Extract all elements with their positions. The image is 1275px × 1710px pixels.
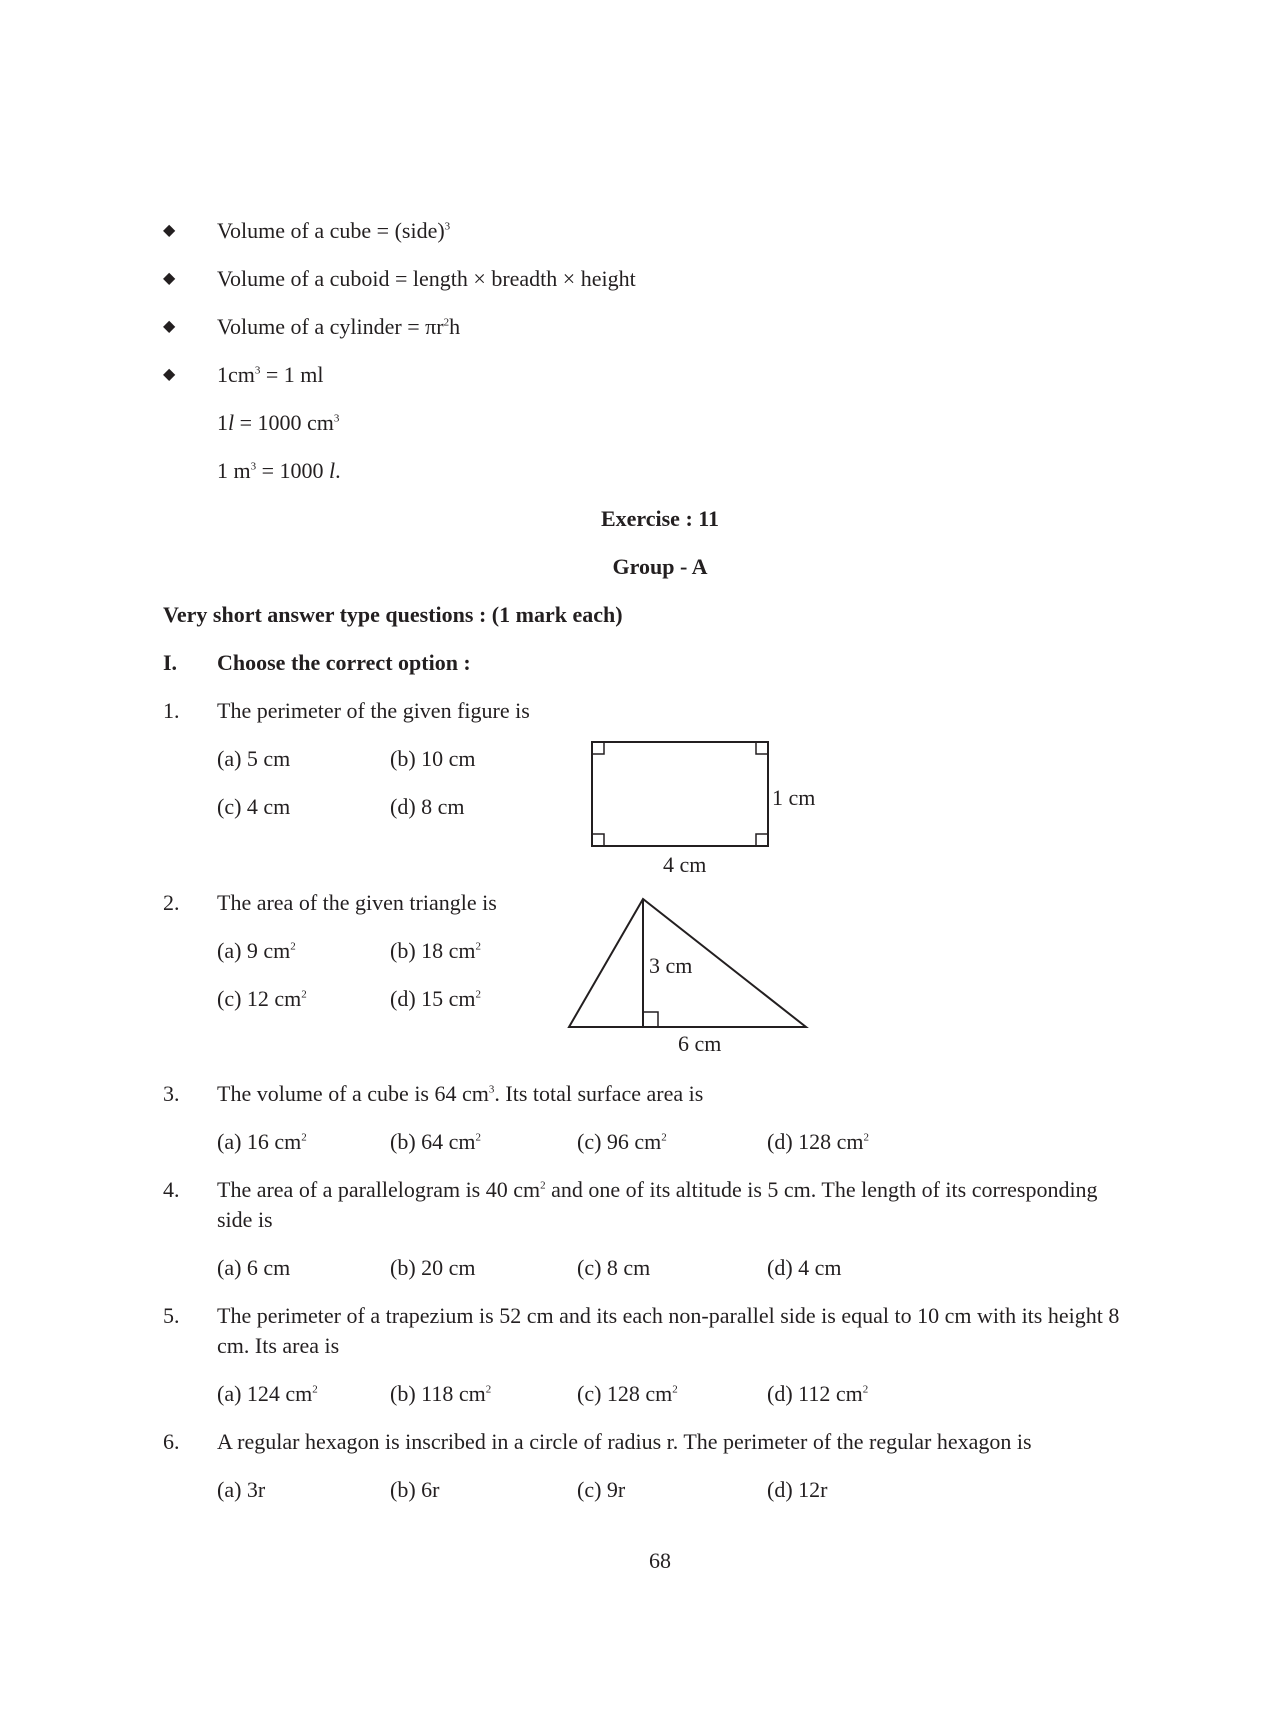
bullet-diamond-icon: ◆ xyxy=(163,366,176,383)
question-text: The perimeter of a trapezium is 52 cm and its each non-parallel side is equal to 10 cm with its height 8 xyxy=(217,1303,1120,1328)
formula-cuboid-volume: Volume of a cuboid = length × breadth × height xyxy=(217,266,636,291)
option-a: (a) 3r xyxy=(217,1477,266,1502)
question-number: 2. xyxy=(163,890,180,915)
question-number: 1. xyxy=(163,698,180,723)
option-a: (a) 5 cm xyxy=(217,746,291,771)
option-d: (d) 15 $cm^2$ xyxy=(390,986,482,1011)
exercise-title: Exercise : 11 xyxy=(600,506,720,531)
triangle-figure xyxy=(560,890,820,1060)
height-label: 3 cm xyxy=(649,953,693,978)
option-d: (d) 4 cm xyxy=(767,1255,842,1280)
option-a: (a) 124 $cm^2$ xyxy=(217,1381,318,1406)
formula-cylinder-volume: Volume of a cylinder = $\pi r^2h$ xyxy=(217,314,461,339)
question-text: The volume of a cube is 64 $cm^3$. Its total surface area is xyxy=(217,1081,704,1106)
rectangle-outline xyxy=(592,742,768,846)
question-text: A regular hexagon is inscribed in a circle of radius r. The perimeter of the regular hexagon is xyxy=(217,1429,1032,1454)
option-b: (b) 20 cm xyxy=(390,1255,476,1280)
right-angle-mark xyxy=(643,1012,658,1027)
right-angle-mark xyxy=(756,834,768,846)
question-text: The area of a parallelogram is 40 $cm^2$ and one of its altitude is 5 cm. The length of its corresponding xyxy=(217,1177,1098,1202)
question-number: 6. xyxy=(163,1429,180,1454)
group-title: Group - A xyxy=(612,554,708,579)
question-number: 3. xyxy=(163,1081,180,1106)
option-d: (d) 12r xyxy=(767,1477,828,1502)
option-a: (a) 6 cm xyxy=(217,1255,291,1280)
question-text-continued: cm. Its area is xyxy=(217,1333,340,1358)
base-length-label: 4 cm xyxy=(663,852,707,877)
option-c: (c) 9r xyxy=(577,1477,626,1502)
right-angle-mark xyxy=(592,834,604,846)
option-a: (a) 16 $cm^2$ xyxy=(217,1129,307,1154)
bullet-diamond-icon: ◆ xyxy=(163,222,176,239)
question-text: The perimeter of the given figure is xyxy=(217,698,530,723)
question-text: The area of the given triangle is xyxy=(217,890,497,915)
part-title: Choose the correct option : xyxy=(217,650,471,675)
page-number: 68 xyxy=(649,1548,671,1573)
option-c: (c) 8 cm xyxy=(577,1255,651,1280)
option-c: (c) 12 $cm^2$ xyxy=(217,986,307,1011)
question-number: 4. xyxy=(163,1177,180,1202)
question-text-continued: side is xyxy=(217,1207,273,1232)
option-c: (c) 96 $cm^2$ xyxy=(577,1129,667,1154)
option-c: (c) 4 cm xyxy=(217,794,291,819)
option-b: (b) 10 cm xyxy=(390,746,476,771)
option-d: (d) 8 cm xyxy=(390,794,465,819)
side-length-label: 1 cm xyxy=(772,785,816,810)
option-b: (b) 64 $cm^2$ xyxy=(390,1129,482,1154)
option-c: (c) 128 $cm^2$ xyxy=(577,1381,678,1406)
option-b: (b) 118 $cm^2$ xyxy=(390,1381,492,1406)
option-b: (b) 6r xyxy=(390,1477,440,1502)
rectangle-figure xyxy=(580,730,830,880)
right-angle-mark xyxy=(756,742,768,754)
part-number: I. xyxy=(163,650,178,675)
section-heading: Very short answer type questions : (1 mark each) xyxy=(163,602,623,627)
bullet-diamond-icon: ◆ xyxy=(163,318,176,335)
question-number: 5. xyxy=(163,1303,180,1328)
right-angle-mark xyxy=(592,742,604,754)
formula-cm3-ml: $1cm^3 = 1$ ml xyxy=(217,362,324,387)
option-d: (d) 112 $cm^2$ xyxy=(767,1381,869,1406)
conversion-cubic-metre: 1 $m^3 = 1000$ l. xyxy=(217,458,341,483)
option-b: (b) 18 $cm^2$ xyxy=(390,938,482,963)
bullet-diamond-icon: ◆ xyxy=(163,270,176,287)
option-a: (a) 9 $cm^2$ xyxy=(217,938,296,963)
conversion-litre: 1l = 1000 $cm^3$ xyxy=(217,410,340,435)
base-label: 6 cm xyxy=(678,1031,722,1056)
option-d: (d) 128 $cm^2$ xyxy=(767,1129,870,1154)
formula-cube-volume: Volume of a cube = (side)$^3$ xyxy=(217,218,451,243)
